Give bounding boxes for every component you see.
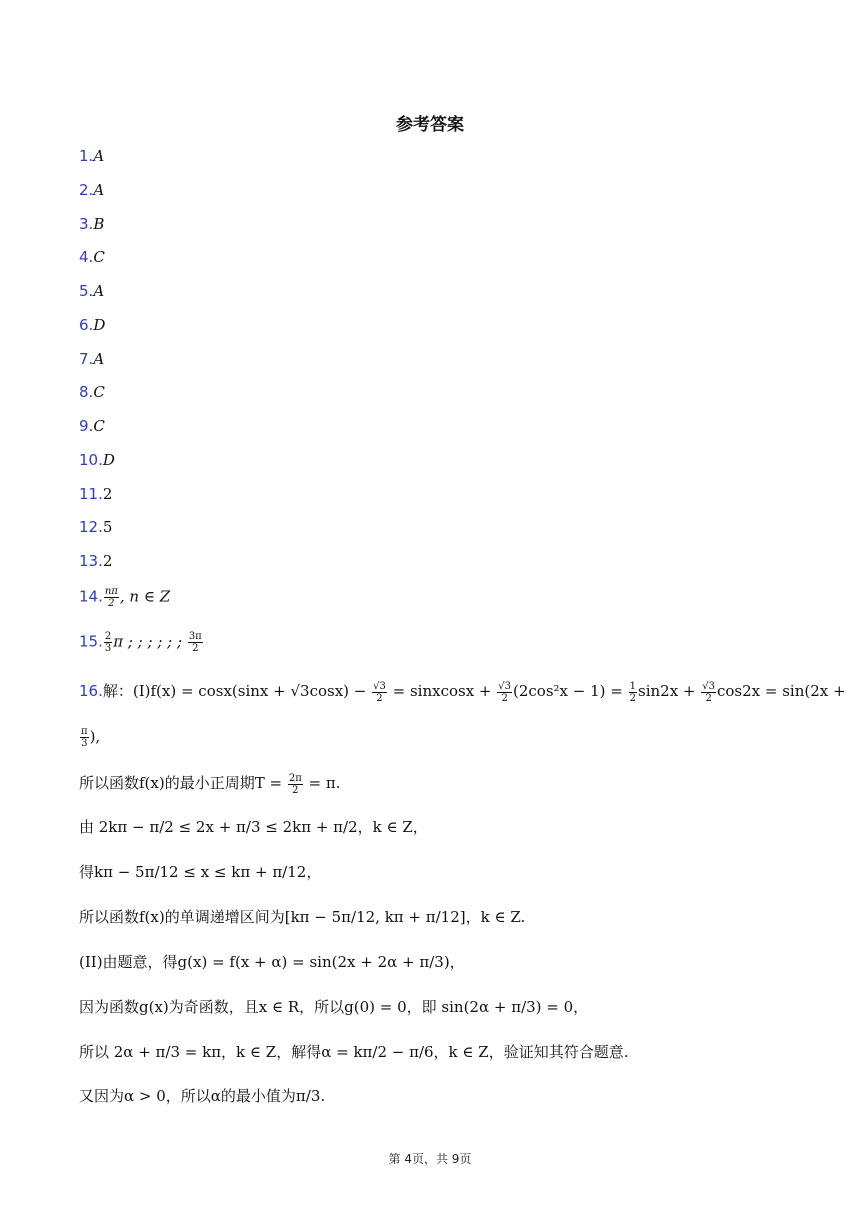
- solution-16-line-7: (II)由题意，得g(x) = f(x + α) = sin(2x + 2α + π/3)，: [79, 953, 465, 971]
- solution-16-line-9: 所以 2α + π/3 = kπ，k ∈ Z，解得α = kπ/2 − π/6，k ∈ Z，验证知其符合题意.: [79, 1043, 629, 1061]
- solution-16-line-10: 又因为α > 0，所以α的最小值为π/3.: [79, 1087, 326, 1105]
- answer-item: 10.D: [79, 451, 115, 469]
- solution-16-line-6: 所以函数f(x)的单调递增区间为[kπ − 5π/12, kπ + π/12]，k ∈ Z.: [79, 908, 526, 926]
- solution-16-line-4: 由 2kπ − π/2 ≤ 2x + π/3 ≤ 2kπ + π/2，k ∈ Z，: [79, 818, 428, 836]
- solution-16-line-8: 因为函数g(x)为奇函数，且x ∈ R，所以g(0) = 0，即 sin(2α + π/3) = 0，: [79, 998, 589, 1016]
- solution-16-line-1: 16.解：(I)f(x) = cosx(sinx + √3cosx) − $\frac{√3}{2}$ = sinxcosx + $\frac{√3}{2}$ (2cos²x − 1) = $\frac{1}{2}$ sin2x + $\frac{√3}{2}$ cos2x = sin(2x +: [79, 680, 846, 704]
- answer-item: 4.C: [79, 248, 105, 266]
- solution-16-line-2: $\frac{\pi}{3}$ ),: [81, 726, 101, 749]
- solution-16-line-3: 所以函数f(x)的最小正周期T = $\frac{2\pi}{2}$ = π.: [79, 772, 341, 796]
- answer-item: 13.2: [79, 552, 113, 570]
- answer-item: 5.A: [79, 282, 105, 300]
- answer-item: 12.5: [79, 518, 113, 536]
- answer-item: 9.C: [79, 417, 105, 435]
- answer-item: 3.B: [79, 215, 105, 233]
- answer-item: 1.A: [79, 147, 105, 165]
- answer-item-14: 14. $\frac{n\pi}{2}$ , n ∈ Z: [79, 586, 171, 609]
- page-title: 参考答案: [396, 115, 464, 135]
- page-footer: 第 4页，共 9页: [388, 1152, 472, 1166]
- answer-item: 8.C: [79, 383, 105, 401]
- answer-item: 6.D: [79, 316, 106, 334]
- answer-item: 7.A: [79, 350, 105, 368]
- answer-item: 2.A: [79, 181, 105, 199]
- solution-16-line-5: 得kπ − 5π/12 ≤ x ≤ kπ + π/12，: [79, 863, 322, 881]
- answer-item: 11.2: [79, 485, 113, 503]
- answer-item-15: 15. $\frac{2}{3}$ π ; ; ; ; ; ; $\frac{3\pi}{2}$: [79, 631, 202, 654]
